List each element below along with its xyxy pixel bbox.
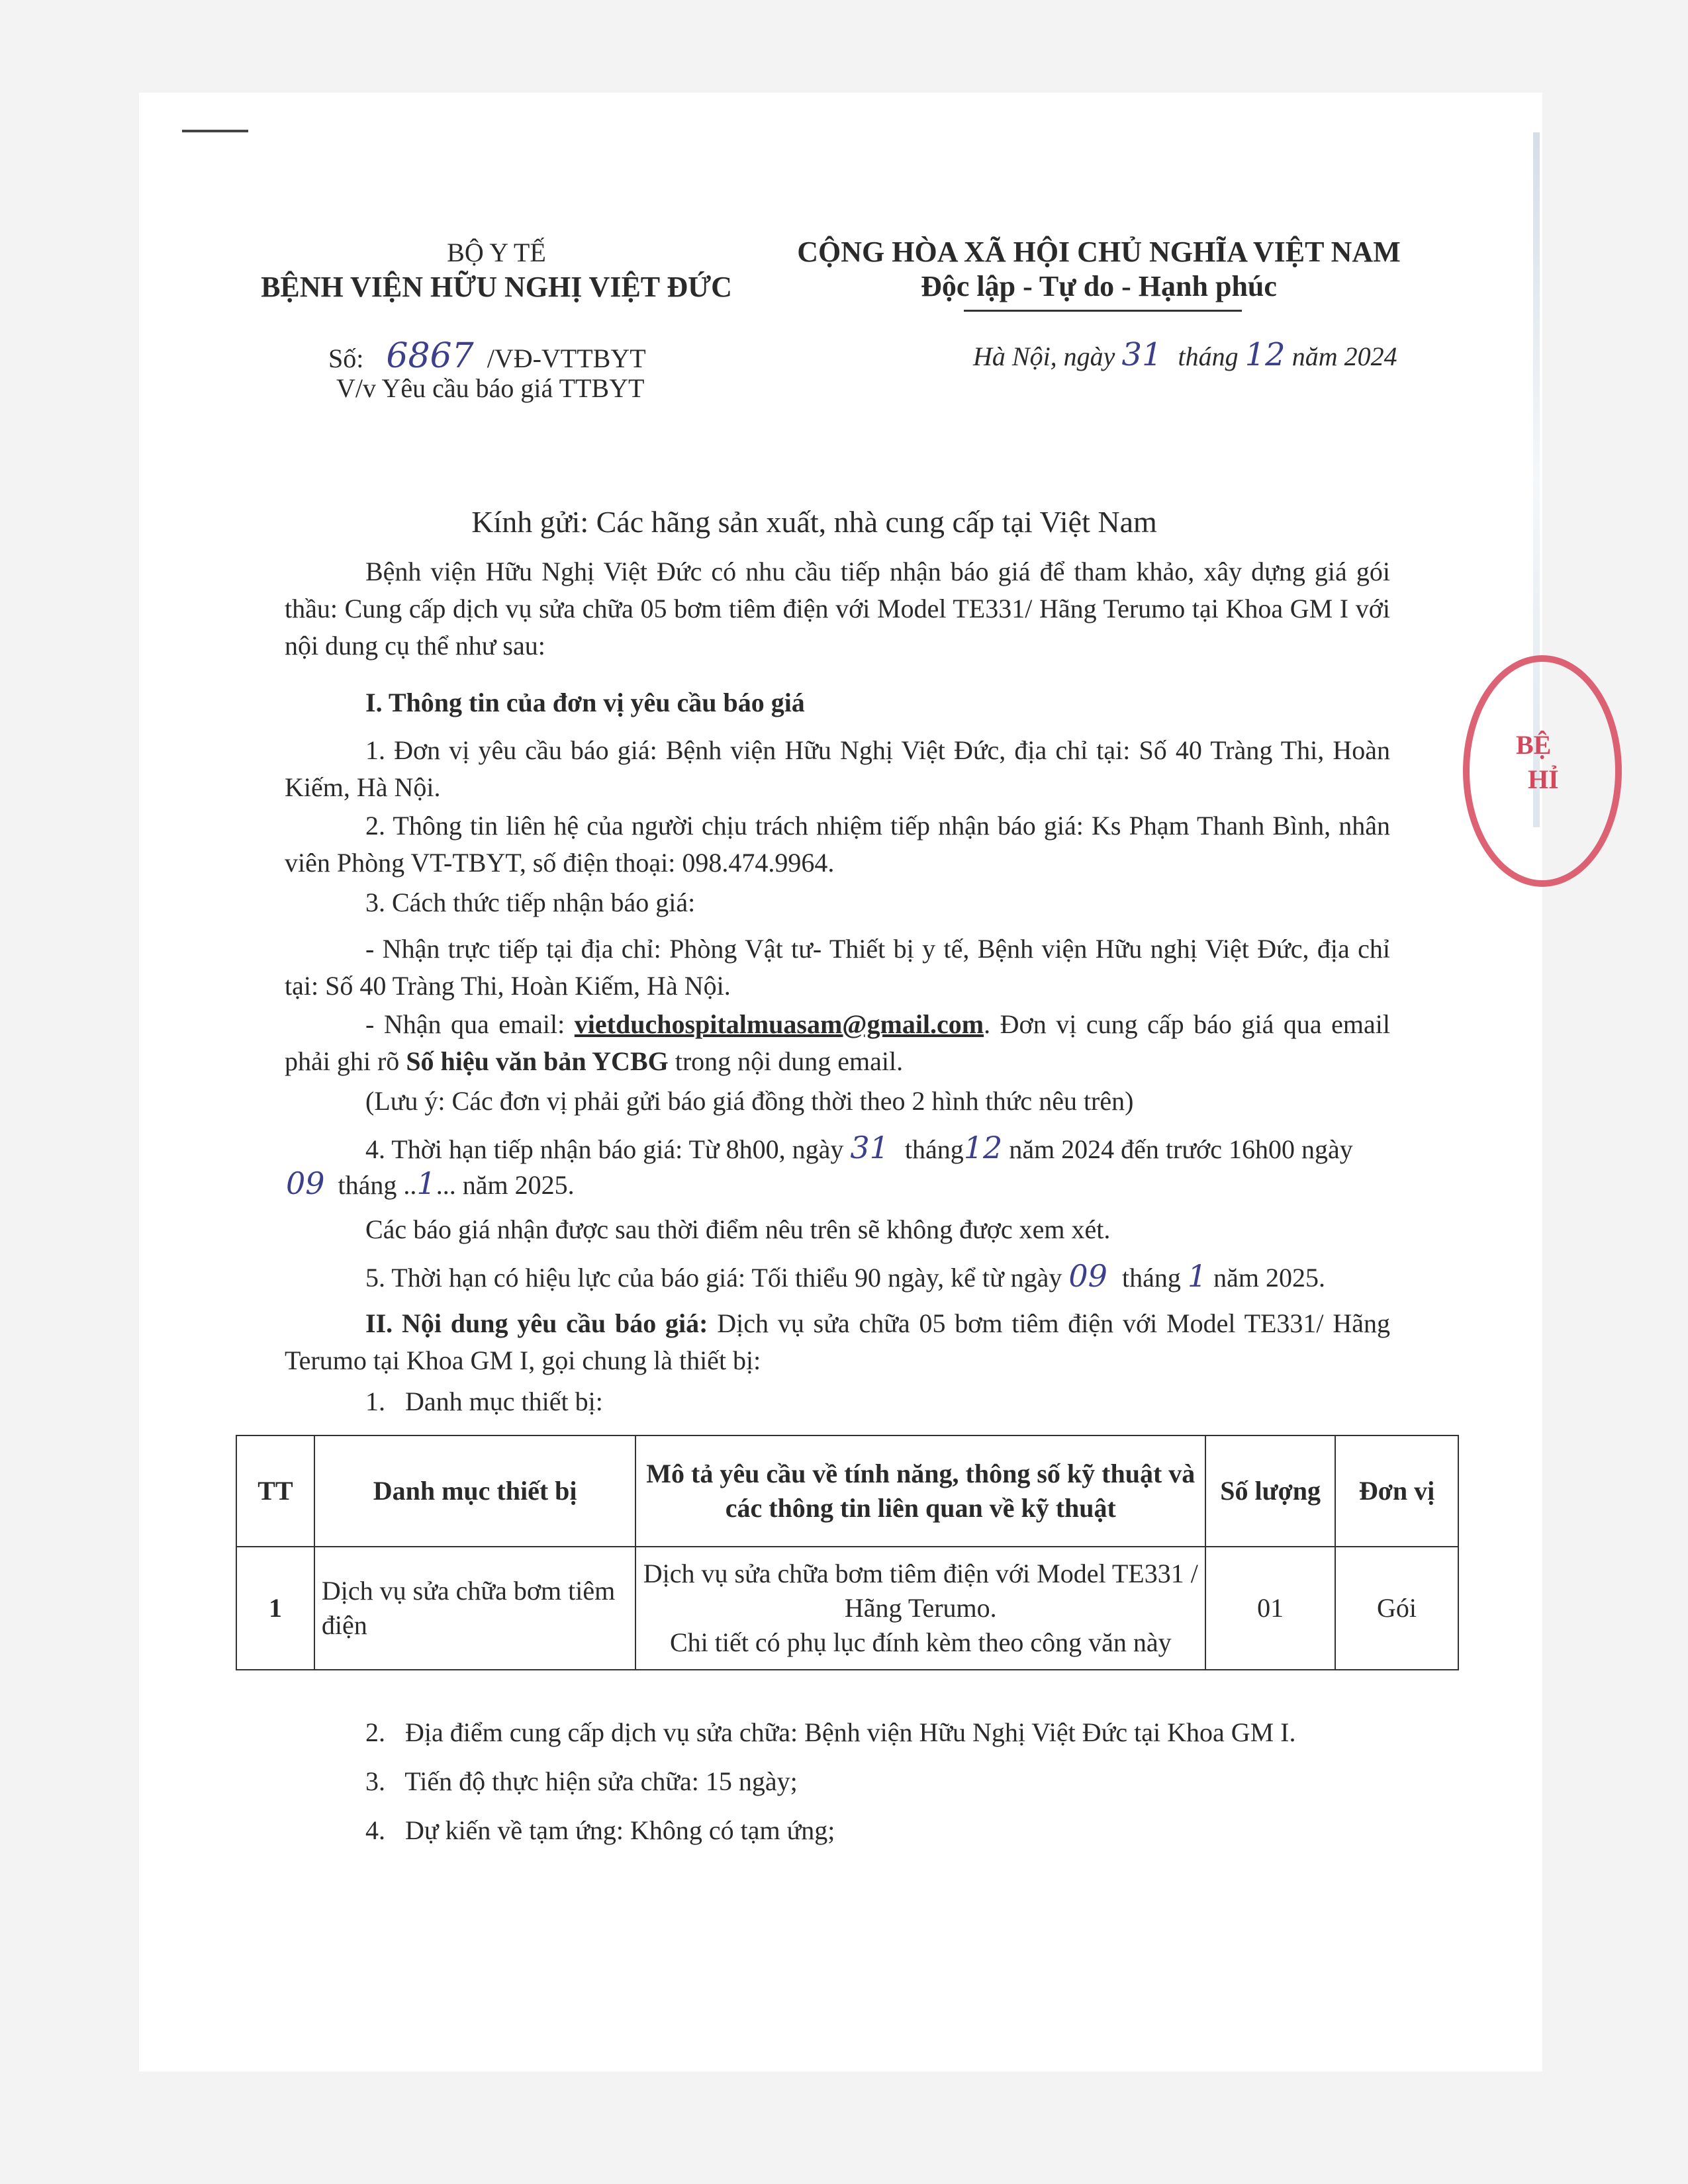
document-date xyxy=(973,336,1397,373)
header-desc: Mô tả yêu cầu về tính năng, thông số kỹ thuật và các thông tin liên quan về kỹ thuật xyxy=(635,1435,1205,1547)
row-desc xyxy=(635,1547,1205,1670)
section1-item3: 3. Cách thức tiếp nhận báo giá: xyxy=(365,887,696,917)
header-tt: TT xyxy=(236,1435,314,1547)
stamp-line2: HỈ xyxy=(1528,764,1559,794)
header-name: Danh mục thiết bị xyxy=(314,1435,635,1547)
section2-title: II. Nội dung yêu cầu báo giá: xyxy=(365,1308,708,1338)
document-number xyxy=(328,336,646,376)
header-qty: Số lượng xyxy=(1205,1435,1335,1547)
ministry-name: BỘ Y TẾ xyxy=(447,238,546,267)
section1-item4-after: Các báo giá nhận được sau thời điểm nêu trên sẽ không được xem xét. xyxy=(365,1214,1111,1244)
item5-month-label: tháng xyxy=(1121,1263,1181,1293)
intro-paragraph: Bệnh viện Hữu Nghị Việt Đức có nhu cầu tiếp nhận báo giá để tham khảo, xây dựng giá gói thầu: Cung cấp dịch vụ sửa chữa 05 bơm tiêm điện với Model TE331/ Hãng Terumo tại Khoa GM I với nội dung cụ thể như sau: xyxy=(285,557,1390,660)
section1-item4-line1 xyxy=(365,1129,1353,1168)
item5-prefix: 5. Thời hạn có hiệu lực của báo giá: Tối thiểu 90 ngày, kể từ ngày xyxy=(365,1263,1062,1293)
item5-month-handwritten: 1 xyxy=(1187,1258,1207,1294)
row-unit: Gói xyxy=(1335,1547,1458,1670)
section1-item1: 1. Đơn vị yêu cầu báo giá: Bệnh viện Hữu Nghị Việt Đức, địa chỉ tại: Số 40 Tràng Thi, Hoàn Kiếm, Hà Nội. xyxy=(285,735,1390,802)
section2-list3: 3. Tiến độ thực hiện sửa chữa: 15 ngày; xyxy=(365,1766,798,1796)
date-month-handwritten: 12 xyxy=(1244,336,1286,373)
equipment-table xyxy=(236,1435,1459,1670)
item3b-prefix: - Nhận qua email: xyxy=(365,1009,575,1039)
section1-item3b xyxy=(285,1006,1390,1080)
item4-day2-handwritten: 09 xyxy=(286,1165,325,1201)
item3b-end: trong nội dung email. xyxy=(668,1046,904,1076)
section1-item2: 2. Thông tin liên hệ của người chịu trách nhiệm tiếp nhận báo giá: Ks Phạm Thanh Bình, nhân viên Phòng VT-TBYT, số điện thoại: 098.474.9964. xyxy=(285,811,1390,878)
table-header-row xyxy=(236,1435,1458,1547)
document-subject: V/v Yêu cầu báo giá TTBYT xyxy=(336,373,645,403)
row-desc-line1: Dịch vụ sửa chữa bơm tiêm điện với Model TE331 / Hãng Terumo. xyxy=(643,1559,1198,1623)
section1-note: (Lưu ý: Các đơn vị phải gửi báo giá đồng thời theo 2 hình thức nêu trên) xyxy=(365,1086,1134,1116)
section2-intro xyxy=(285,1305,1390,1379)
item3b-bold: Số hiệu văn bản YCBG xyxy=(406,1046,669,1076)
so-suffix: /VĐ-VTTBYT xyxy=(487,343,646,373)
item4-day-handwritten: 31 xyxy=(850,1130,889,1165)
national-motto: Độc lập - Tự do - Hạnh phúc xyxy=(921,270,1277,302)
stamp-line1: BỆ xyxy=(1516,730,1552,760)
date-prefix: Hà Nội, ngày xyxy=(973,341,1115,371)
greeting: Kính gửi: Các hãng sản xuất, nhà cung cấp tại Việt Nam xyxy=(471,505,1157,539)
section2-title-rest: Dịch vụ sửa chữa 05 bơm tiêm điện với Model TE331/ Hãng Terumo tại Khoa GM I, gọi chung là thiết bị: xyxy=(285,1308,1390,1375)
item5-end: năm 2025. xyxy=(1213,1263,1325,1293)
email-link[interactable]: vietduchospitalmuasam@gmail.com xyxy=(574,1009,984,1039)
row-qty: 01 xyxy=(1205,1547,1335,1670)
row-tt: 1 xyxy=(236,1547,314,1670)
section1-item3a: - Nhận trực tiếp tại địa chỉ: Phòng Vật tư- Thiết bị y tế, Bệnh viện Hữu nghị Việt Đức, địa chỉ tại: Số 40 Tràng Thi, Hoàn Kiếm, Hà Nội. xyxy=(285,934,1390,1001)
hospital-name: BỆNH VIỆN HỮU NGHỊ VIỆT ĐỨC xyxy=(261,271,732,303)
row-name: Dịch vụ sửa chữa bơm tiêm điện xyxy=(314,1547,635,1670)
item3b-middle: . Đơn vị cung cấp báo giá qua email phải ghi rõ xyxy=(285,1009,1390,1076)
so-label: Số: xyxy=(328,343,364,373)
row-desc-line2: Chi tiết có phụ lục đính kèm theo công văn này xyxy=(669,1627,1172,1657)
section1-title: I. Thông tin của đơn vị yêu cầu báo giá xyxy=(365,688,805,717)
motto-underline xyxy=(964,310,1242,312)
date-month-label: tháng xyxy=(1178,341,1239,371)
item4-month2-handwritten: 1 xyxy=(416,1165,436,1201)
date-day-handwritten: 31 xyxy=(1121,336,1162,373)
header-unit: Đơn vị xyxy=(1335,1435,1458,1547)
item4-prefix: 4. Thời hạn tiếp nhận báo giá: Từ 8h00, ngày xyxy=(365,1134,844,1164)
item4-month-label: tháng xyxy=(904,1134,964,1164)
stamp-text xyxy=(1516,728,1559,797)
item4-month-handwritten: 12 xyxy=(963,1130,1003,1165)
section2-list4: 4. Dự kiến về tạm ứng: Không có tạm ứng; xyxy=(365,1815,835,1845)
date-year: năm 2024 xyxy=(1291,341,1397,371)
section2-list1: 1. Danh mục thiết bị: xyxy=(365,1387,603,1416)
corner-mark xyxy=(182,130,248,132)
section2-list2: 2. Địa điểm cung cấp dịch vụ sửa chữa: Bệnh viện Hữu Nghị Việt Đức tại Khoa GM I. xyxy=(365,1717,1296,1747)
item5-day-handwritten: 09 xyxy=(1068,1258,1107,1294)
section1-item4-line2 xyxy=(286,1165,575,1204)
item4-middle: năm 2024 đến trước 16h00 ngày xyxy=(1009,1134,1353,1164)
section1-item5 xyxy=(365,1257,1325,1297)
item4-month2-label: tháng .. xyxy=(338,1170,417,1200)
so-number-handwritten: 6867 xyxy=(386,336,474,376)
country-name: CỘNG HÒA XÃ HỘI CHỦ NGHĨA VIỆT NAM xyxy=(797,236,1401,268)
table-row xyxy=(236,1547,1458,1670)
item4-end: ... năm 2025. xyxy=(436,1170,575,1200)
